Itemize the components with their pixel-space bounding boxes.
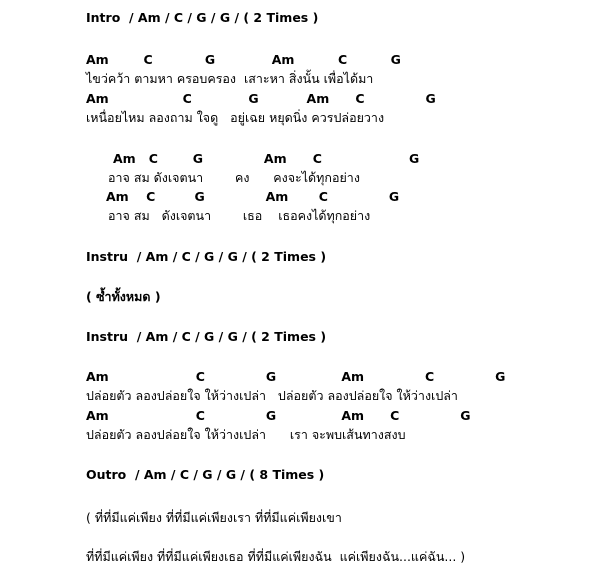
verse1-chords-2: Am C G Am C G: [86, 91, 436, 106]
verse3-lyric-2: ปล่อยตัว ลองปล่อยใจ ให้ว่างเปล่า เรา จะพบเส้นทางสงบ: [86, 427, 406, 442]
verse2-chords-1: Am C G Am C G: [113, 151, 420, 166]
intro-line: Intro / Am / C / G / G / ( 2 Times ): [86, 10, 319, 25]
outro-line: Outro / Am / C / G / G / ( 8 Times ): [86, 467, 325, 482]
verse1-chords-1: Am C G Am C G: [86, 52, 401, 67]
instru-line-2: Instru / Am / C / G / G / ( 2 Times ): [86, 329, 327, 344]
ending-line-2: ที่ที่มีแค่เพียง ที่ที่มีแค่เพียงเธอ ที่ที่มีแค่เพียงฉัน แค่เพียงฉัน...แค่ฉัน... ): [86, 549, 466, 564]
verse3-chords-1: Am C G Am C G: [86, 369, 506, 384]
instru-line-1: Instru / Am / C / G / G / ( 2 Times ): [86, 249, 327, 264]
verse2-chords-2: Am C G Am C G: [106, 189, 400, 204]
verse1-lyric-1: ไขว่คว้า ตามหา ครอบครอง เสาะหา สิ่งนั้น เพื่อได้มา: [86, 71, 374, 86]
repeat-all-line: ( ซ้ำทั้งหมด ): [86, 289, 161, 304]
verse2-lyric-1: อาจ สม ดังเจตนา คง คงจะได้ทุกอย่าง: [108, 170, 360, 185]
verse1-lyric-2: เหนื่อยไหม ลองถาม ใจดู อยู่เฉย หยุดนิ่ง ควรปล่อยวาง: [86, 110, 385, 125]
verse2-lyric-2: อาจ สม ดังเจตนา เธอ เธอคงได้ทุกอย่าง: [108, 208, 371, 223]
verse3-lyric-1: ปล่อยตัว ลองปล่อยใจ ให้ว่างเปล่า ปล่อยตัว ลองปล่อยใจ ให้ว่างเปล่า: [86, 388, 458, 403]
verse3-chords-2: Am C G Am C G: [86, 408, 471, 423]
ending-line-1: ( ที่ที่มีแค่เพียง ที่ที่มีแค่เพียงเรา ที่ที่มีแค่เพียงเขา: [86, 510, 342, 525]
